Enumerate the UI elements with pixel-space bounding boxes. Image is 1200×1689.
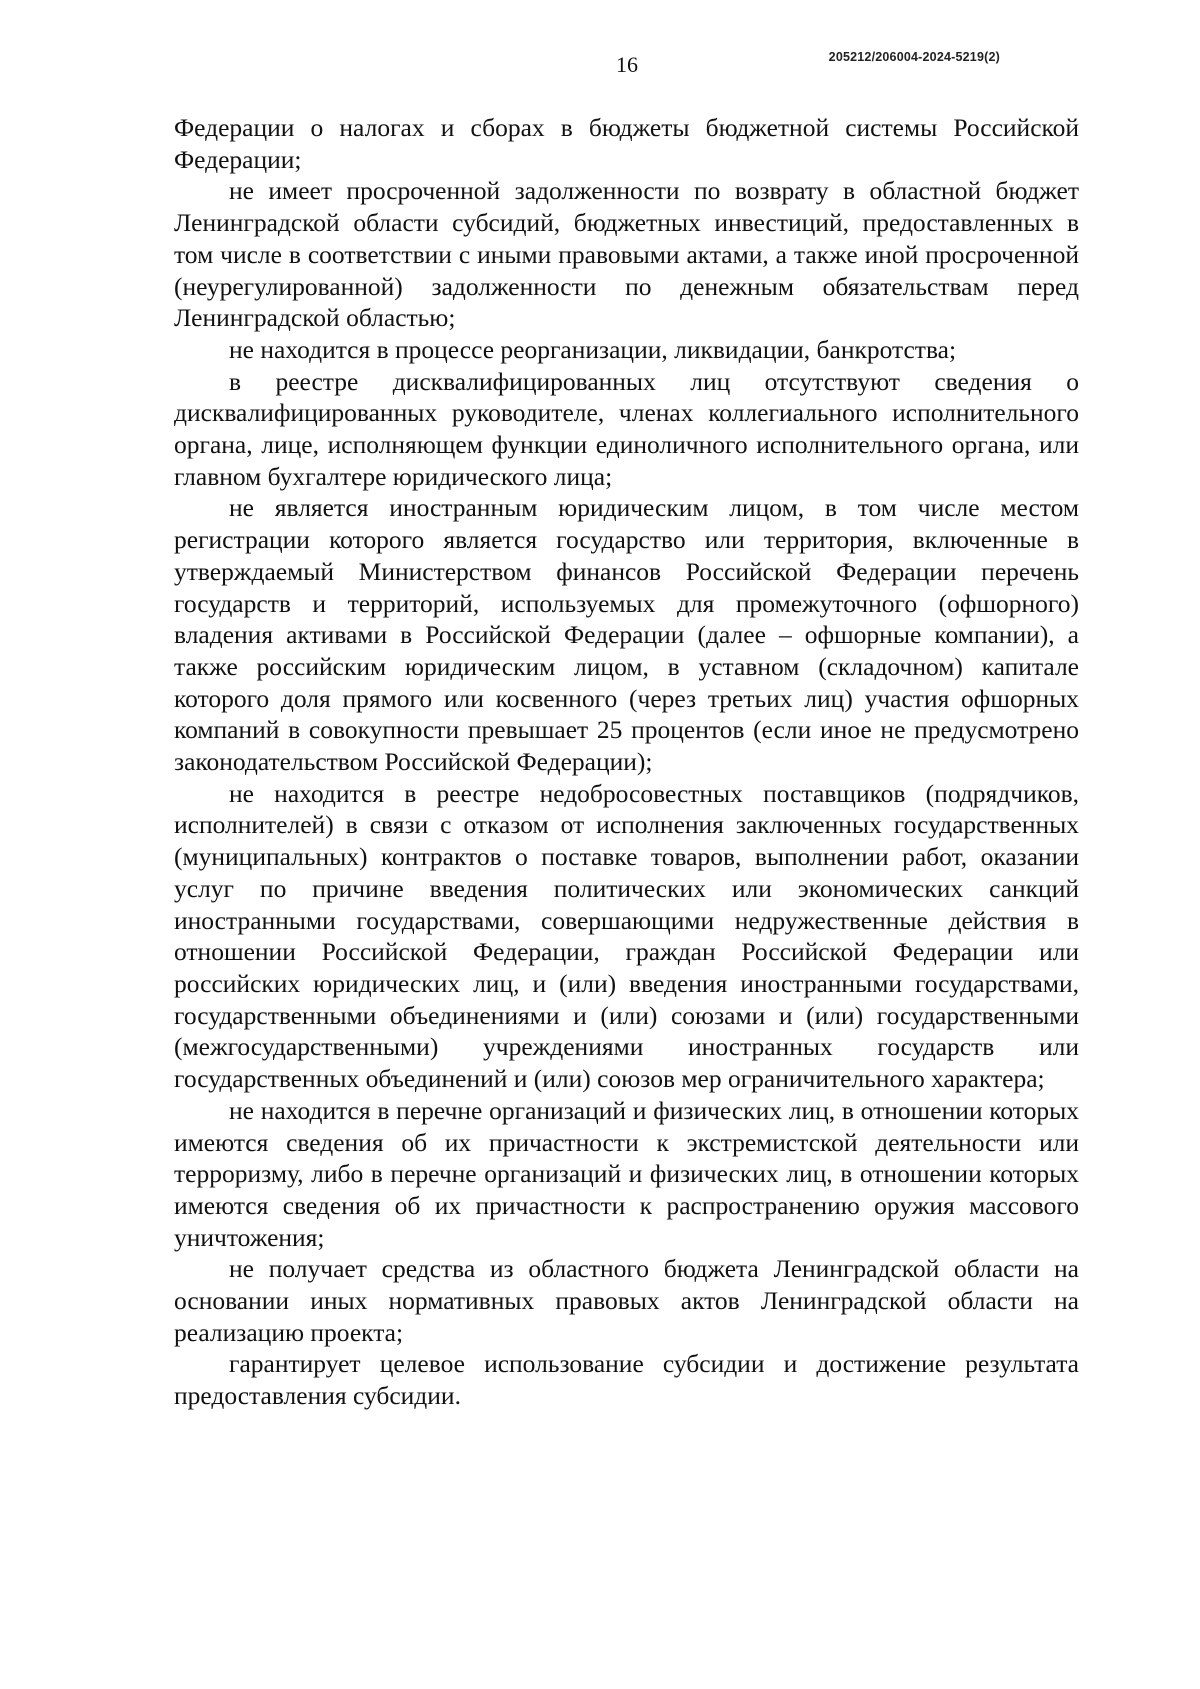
paragraph-unscrupulous-suppliers: не находится в реестре недобросовестных поставщиков (подрядчиков, исполнителей) в связи с отказом от исполнения заключенных государственных (муниципальных) контрактов о поставке товаров, выполнении работ, оказании услуг по причине введения политических или экономических санкций иностранными государствами, совершающими недружественные действия в отношении Российской Федерации, граждан Российской Федерации или российских юридических лиц, и (или) введения иностранными государствами, государственными объединениями и (или) союзами и (или) государственными (межгосударственными) учреждениями иностранных государств или государственных объединений и (или) союзов мер ограничительного характера; (174, 778, 1079, 1094)
paragraph-no-overdue-debt: не имеет просроченной задолженности по возврату в областной бюджет Ленинградской области субсидий, бюджетных инвестиций, предоставленных в том числе в соответствии с иными правовыми актами, а также иной просроченной (неурегулированной) задолженности по денежным обязательствам перед Ленинградской областью; (174, 176, 1079, 333)
paragraph-no-other-funds: не получает средства из областного бюджета Ленинградской области на основании иных нормативных правовых актов Ленинградской области на реализацию проекта; (174, 1254, 1079, 1347)
paragraph-tax-continuation: Федерации о налогах и сборах в бюджеты бюджетной системы Российской Федерации; (174, 113, 1079, 174)
paragraph-no-reorganization: не находится в процессе реорганизации, ликвидации, банкротства; (229, 334, 957, 364)
page-number: 16 (616, 52, 638, 77)
document-registration-number: 205212/206004-2024-5219(2) (828, 50, 1000, 64)
paragraph-not-foreign-entity: не является иностранным юридическим лицом, в том числе местом регистрации которого является государство или территория, включенные в утверждаемый Министерством финансов Российской Федерации перечень государств и территорий, используемых для промежуточного (офшорного) владения активами в Российской Федерации (далее – офшорные компании), а также российским юридическим лицом, в уставном (складочном) капитале которого доля прямого или косвенного (через третьих лиц) участия офшорных компаний в совокупности превышает 25 процентов (если иное не предусмотрено законодательством Российской Федерации); (174, 493, 1079, 777)
paragraph-extremism-list: не находится в перечне организаций и физических лиц, в отношении которых имеются сведения об их причастности к экстремистской деятельности или терроризму, либо в перечне организаций и физических лиц, в отношении которых имеются сведения об их причастности к распространению оружия массового уничтожения; (174, 1095, 1079, 1252)
paragraph-targeted-use: гарантирует целевое использование субсидии и достижение результата предоставления субсидии. (174, 1349, 1079, 1411)
paragraph-disqualified-registry: в реестре дисквалифицированных лиц отсутствуют сведения о дисквалифицированных руководителе, членах коллегиального исполнительного органа, лице, исполняющем функции единоличного исполнительного органа, или главном бухгалтере юридического лица; (174, 366, 1079, 491)
document-body (174, 112, 1079, 1412)
